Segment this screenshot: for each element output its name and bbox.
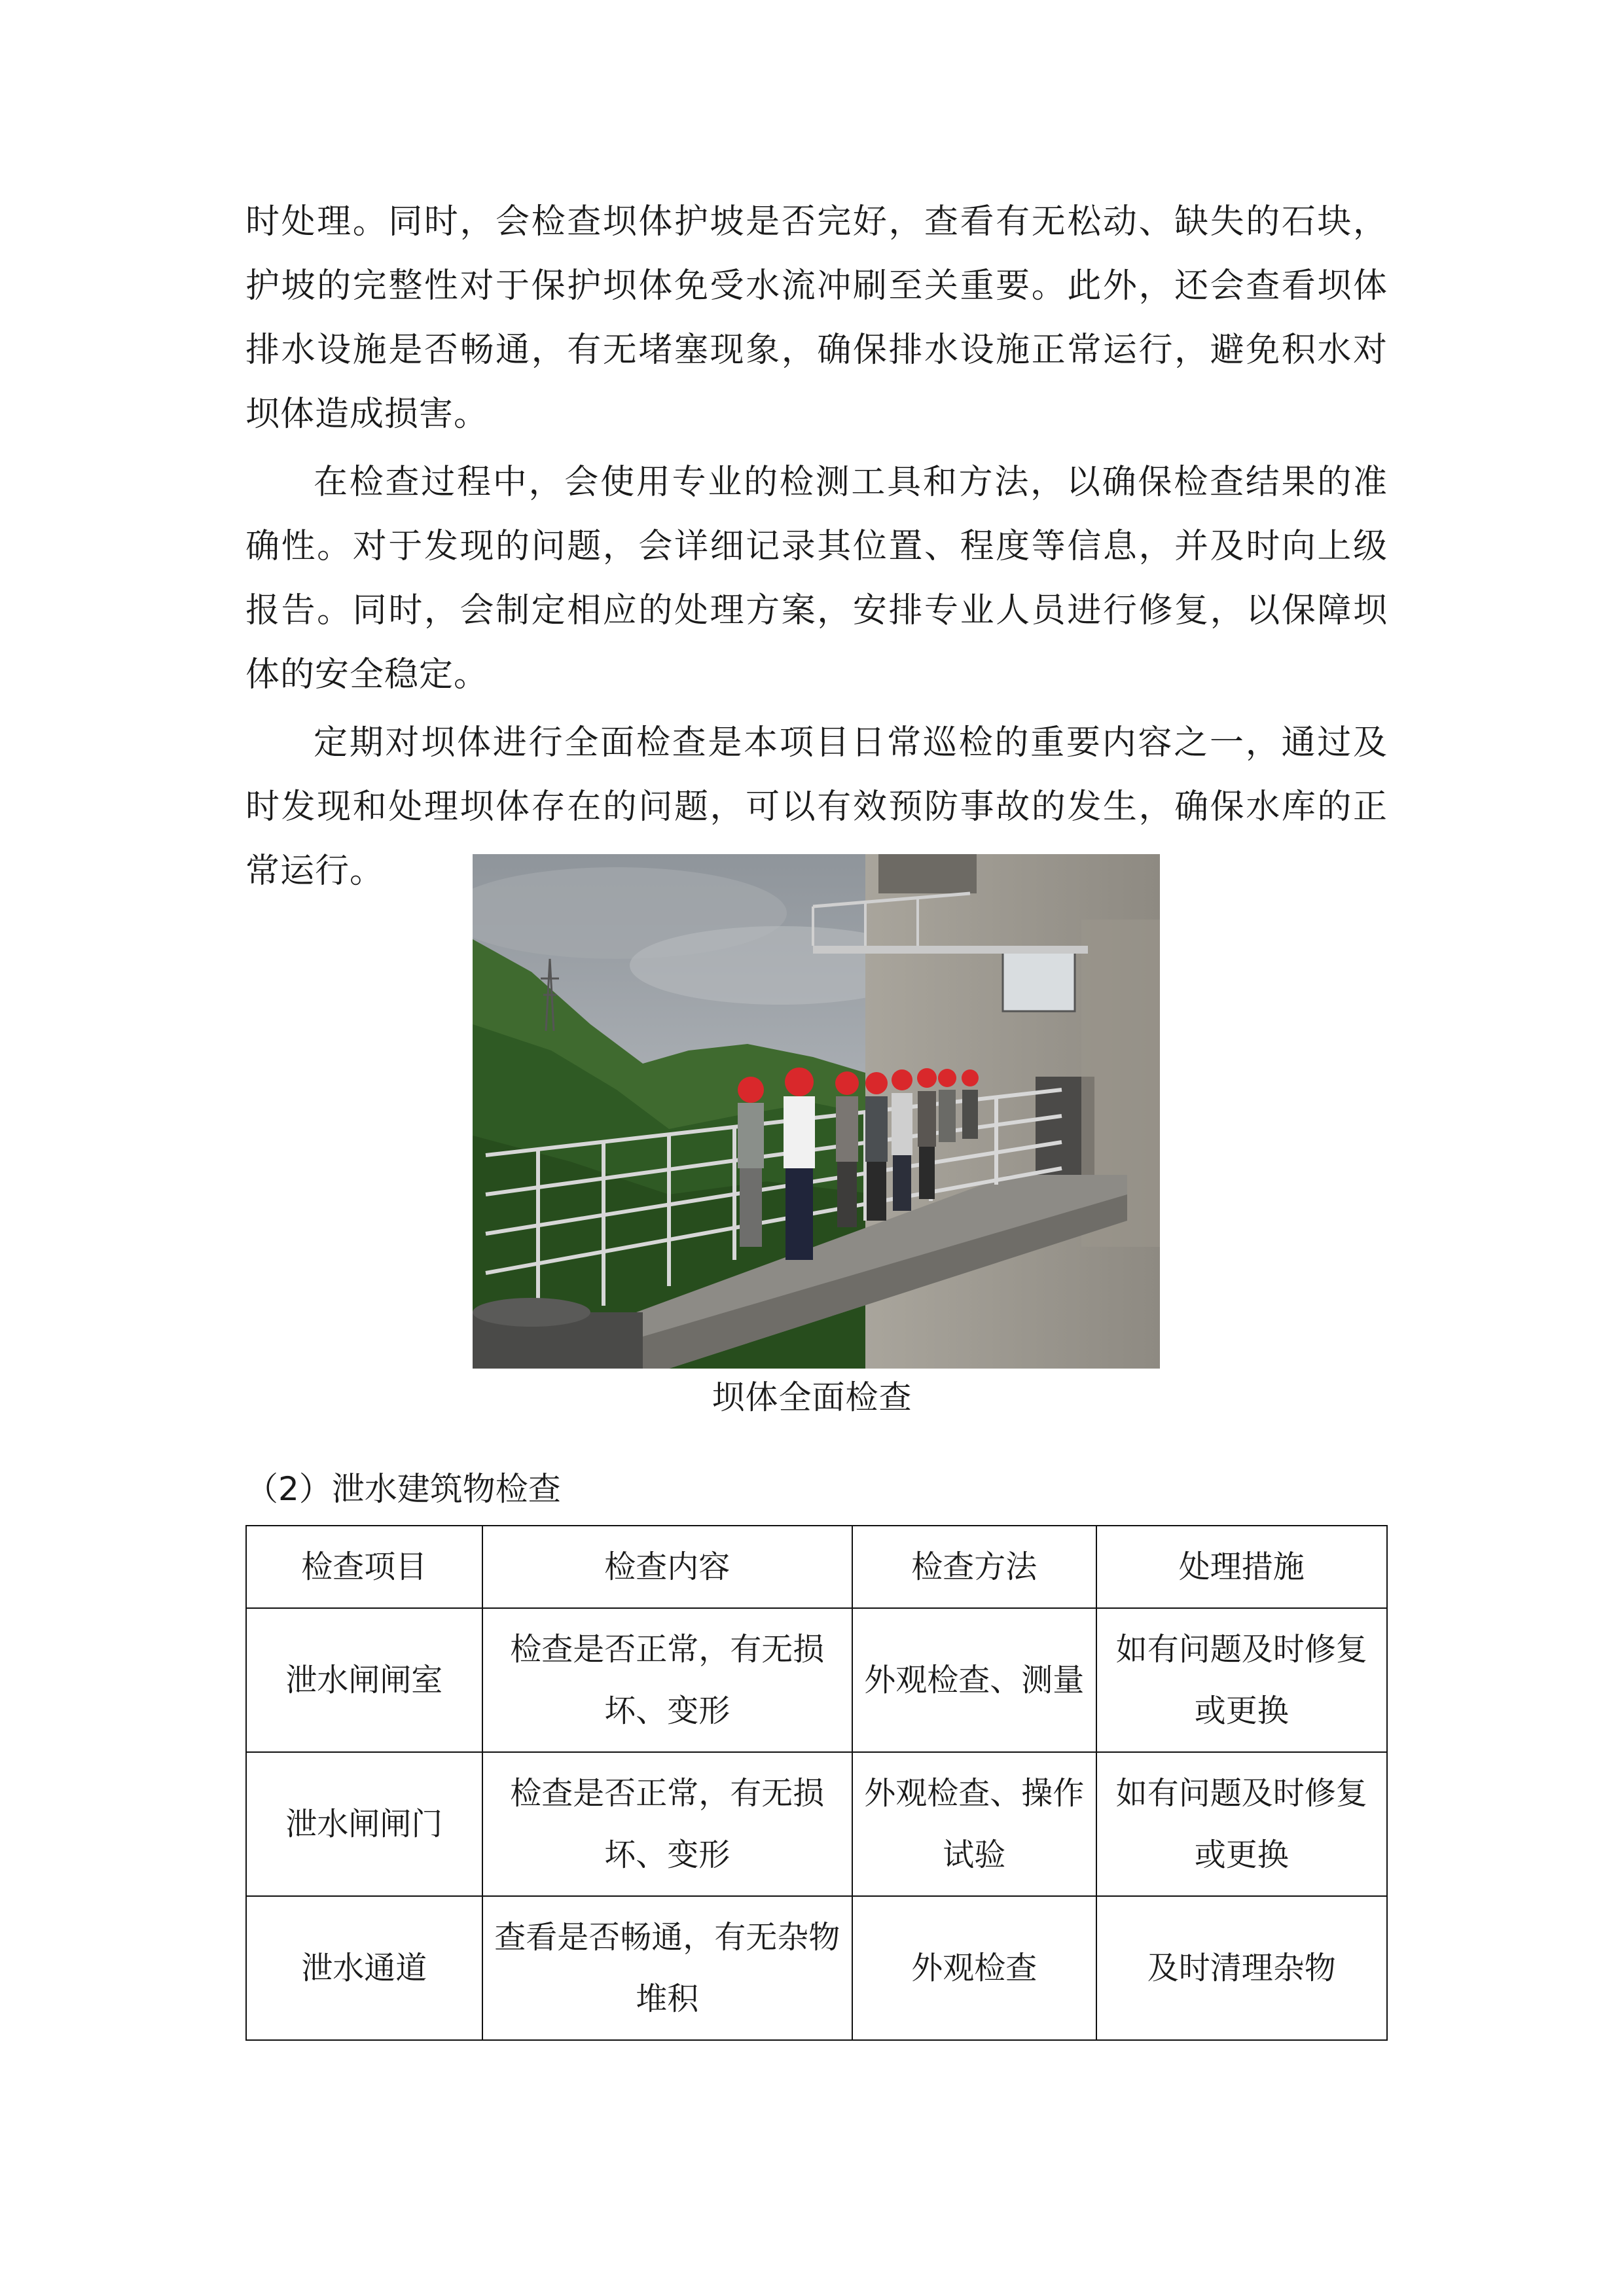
header-cell: 检查项目 (246, 1526, 482, 1608)
table-cell: 及时清理杂物 (1096, 1896, 1387, 2040)
paragraph: 时处理。同时，会检查坝体护坡是否完好，查看有无松动、缺失的石块，护坡的完整性对于保护坝体免受水流冲刷至关重要。此外，还会查看坝体排水设施是否畅通，有无堵塞现象，确保排水设施正常运行，避免积水对坝体造成损害。 (245, 202, 1388, 434)
table-cell: 泄水闸闸门 (246, 1752, 482, 1896)
table-cell: 外观检查 (852, 1896, 1096, 2040)
table-cell: 检查是否正常，有无损坏、变形 (482, 1608, 852, 1752)
table-cell: 查看是否畅通，有无杂物堆积 (482, 1896, 852, 2040)
header-cell: 检查内容 (482, 1526, 852, 1608)
table-cell: 泄水闸闸室 (246, 1608, 482, 1752)
table-row (246, 1752, 1387, 1896)
table-row (246, 1608, 1387, 1752)
table-cell: 如有问题及时修复或更换 (1096, 1608, 1387, 1752)
header-cell: 处理措施 (1096, 1526, 1387, 1608)
table-row (246, 1896, 1387, 2040)
table-cell: 泄水通道 (246, 1896, 482, 2040)
inspection-table (245, 1525, 1388, 2041)
dam-inspection-photo (473, 854, 1160, 1369)
table-cell: 外观检查、测量 (852, 1608, 1096, 1752)
header-cell: 检查方法 (852, 1526, 1096, 1608)
table-cell: 外观检查、操作试验 (852, 1752, 1096, 1896)
figure-caption: 坝体全面检查 (712, 1378, 912, 1416)
table-cell: 检查是否正常，有无损坏、变形 (482, 1752, 852, 1896)
body-text (245, 190, 1388, 903)
table-cell: 如有问题及时修复或更换 (1096, 1752, 1387, 1896)
paragraph: 定期对坝体进行全面检查是本项目日常巡检的重要内容之一，通过及时发现和处理坝体存在的问题，可以有效预防事故的发生，确保水库的正常运行。 (245, 723, 1388, 891)
table-header-row (246, 1526, 1387, 1608)
paragraph: 在检查过程中，会使用专业的检测工具和方法，以确保检查结果的准确性。对于发现的问题，会详细记录其位置、程度等信息，并及时向上级报告。同时，会制定相应的处理方案，安排专业人员进行修复，以保障坝体的安全稳定。 (245, 463, 1388, 694)
section-title: （2）泄水建筑物检查 (245, 1470, 561, 1508)
